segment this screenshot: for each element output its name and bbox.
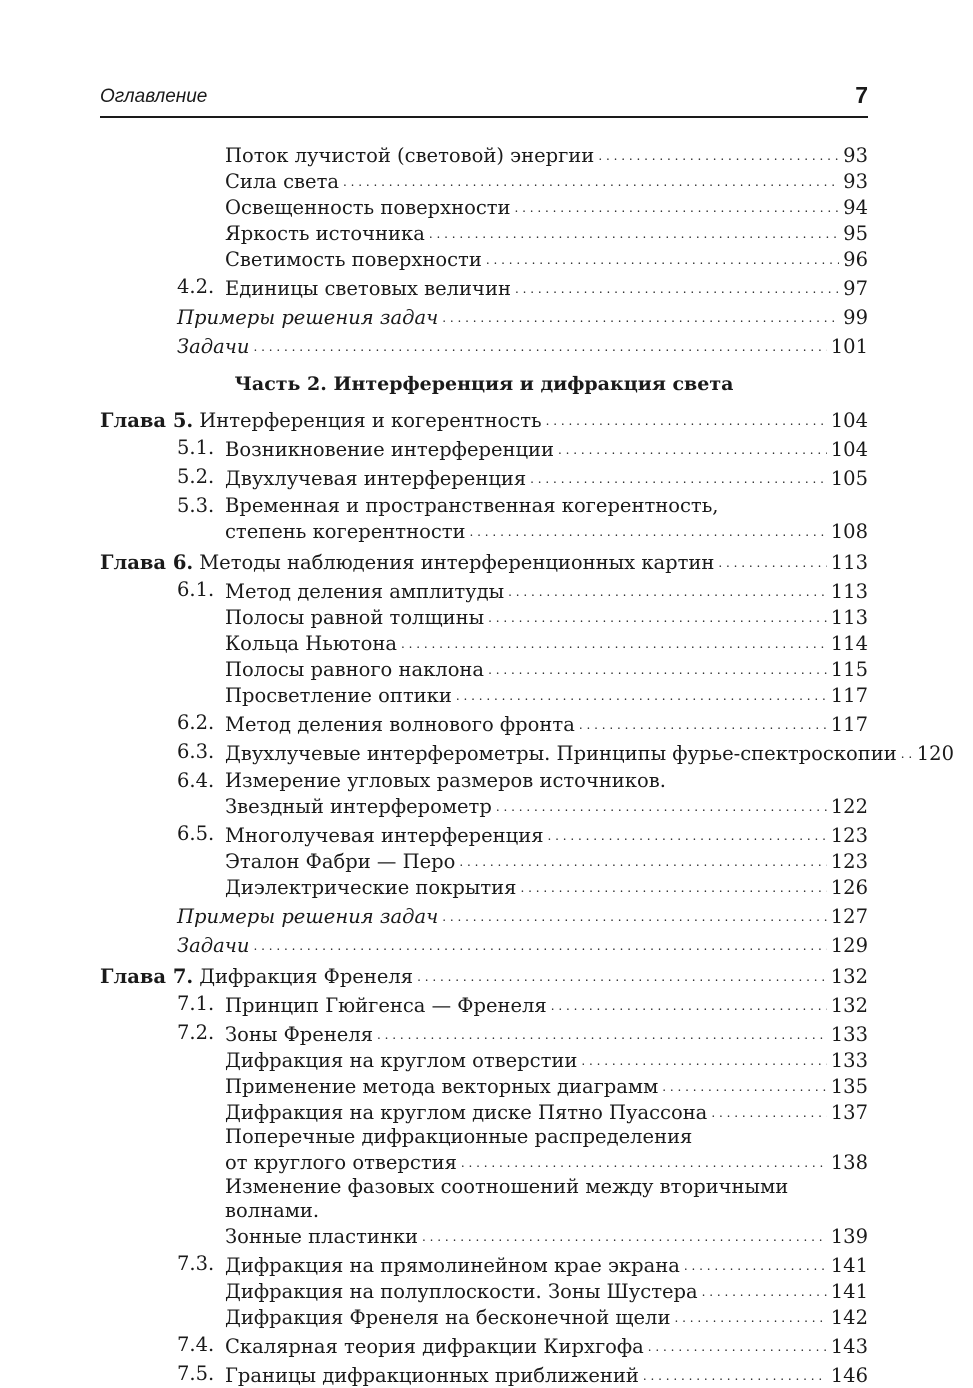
toc-entry-title: Возникновение интерференции [225, 438, 555, 461]
toc-page-number: 94 [843, 196, 868, 219]
toc-entry-title: Двухлучевые интерферометры. Принципы фурье-спектроскопии [225, 742, 897, 765]
dot-leader [442, 903, 827, 929]
toc-entry[interactable] [100, 874, 868, 900]
toc-entry[interactable] [100, 656, 868, 682]
dot-leader [598, 142, 839, 168]
page-number: 7 [855, 82, 868, 108]
toc-entry[interactable] [100, 1175, 868, 1249]
toc-entry-title: Примеры решения задач [177, 905, 439, 928]
toc-entry-title: Дифракция на круглом диске Пятно Пуассона [225, 1101, 708, 1124]
toc-page-number: 141 [830, 1280, 868, 1303]
toc-entry-title-line1: Изменение фазовых соотношений между вторичными волнами. [225, 1175, 789, 1222]
toc-page-number: 117 [830, 713, 868, 736]
toc-page-number: 113 [830, 606, 868, 629]
toc-section-entry[interactable] [100, 436, 868, 462]
dot-leader [711, 1099, 826, 1125]
toc-page-number: 104 [830, 409, 868, 432]
toc-entry-title: Полосы равного наклона [225, 658, 485, 681]
toc-entry-title: Просветление оптики [225, 684, 452, 707]
toc-entry-title: Зонные пластинки [225, 1225, 419, 1248]
toc-page-number: 137 [830, 1101, 868, 1124]
section-number: 6.1. [177, 578, 215, 601]
toc-entry-title: Звездный интерферометр [225, 795, 492, 818]
toc-entry[interactable] [100, 1278, 868, 1304]
dot-leader [459, 848, 826, 874]
toc-entry[interactable] [100, 1125, 868, 1175]
dot-leader [901, 740, 913, 766]
toc-chapter-entry[interactable] [100, 963, 868, 989]
toc-page-number: 146 [830, 1364, 868, 1387]
dot-leader [551, 992, 827, 1018]
dot-leader [422, 1223, 827, 1249]
toc-entry-title: Дифракция на полуплоскости. Зоны Шустера [225, 1280, 698, 1303]
toc-page-number: 138 [830, 1151, 868, 1174]
dot-leader [488, 604, 827, 630]
toc-entry-title: Задачи [177, 934, 250, 957]
toc-page-number: 123 [830, 824, 868, 847]
toc-section-entry[interactable] [100, 465, 868, 491]
toc-entry-title: Задачи [177, 335, 250, 358]
dot-leader [442, 304, 839, 330]
toc-page-number: 129 [830, 934, 868, 957]
toc-entry-title: Зоны Френеля [225, 1023, 374, 1046]
dot-leader [470, 518, 827, 544]
toc-section-entry[interactable] [100, 740, 954, 766]
dot-leader [558, 436, 827, 462]
dot-leader [417, 963, 827, 989]
toc-entry-title: Кольца Ньютона [225, 632, 397, 655]
section-number: 7.3. [177, 1252, 215, 1275]
dot-leader [674, 1304, 826, 1330]
toc-page-number: 127 [830, 905, 868, 928]
toc-entry[interactable] [100, 142, 868, 168]
toc-page-number: 141 [830, 1254, 868, 1277]
toc-entry-title: Светимость поверхности [225, 248, 482, 271]
toc-page-number: 132 [830, 965, 868, 988]
toc-entry-title: Метод деления волнового фронта [225, 713, 575, 736]
toc-page-number: 114 [830, 632, 868, 655]
toc-page-number: 142 [830, 1306, 868, 1329]
section-number: 5.2. [177, 465, 215, 488]
toc-page-number: 93 [843, 170, 868, 193]
toc-entry-title: Дифракция на круглом отверстии [225, 1049, 578, 1072]
toc-page-number: 143 [830, 1335, 868, 1358]
dot-leader [456, 682, 827, 708]
toc-page-number: 120 [916, 742, 954, 765]
toc-section-entry[interactable] [100, 1362, 868, 1388]
toc-page-number: 117 [830, 684, 868, 707]
dot-leader [515, 275, 839, 301]
toc-section-entry[interactable] [100, 992, 868, 1018]
toc-page-number: 135 [830, 1075, 868, 1098]
toc-entry-title: Сила света [225, 170, 339, 193]
dot-leader [546, 407, 827, 433]
toc-section-entry[interactable] [100, 275, 868, 301]
toc-chapter-entry[interactable] [100, 549, 868, 575]
toc-section-entry[interactable] [100, 1252, 868, 1278]
section-number: 7.4. [177, 1333, 215, 1356]
toc-chapter-entry[interactable] [100, 407, 868, 433]
dot-leader [579, 711, 827, 737]
toc-page-number: 113 [830, 551, 868, 574]
section-number: 5.3. [177, 494, 215, 517]
toc-page-number: 122 [830, 795, 868, 818]
toc-entry-title: Интерференция и когерентность [199, 409, 542, 432]
toc-page-number: 132 [830, 994, 868, 1017]
section-number: 6.5. [177, 822, 215, 845]
dot-leader [648, 1333, 827, 1359]
toc-page-number: 99 [843, 306, 868, 329]
toc-entry[interactable] [100, 220, 868, 246]
toc-entry-title: Освещенность поверхности [225, 196, 511, 219]
toc-page-number: 123 [830, 850, 868, 873]
chapter-label: Глава 6. [100, 551, 194, 574]
toc-entry-examples[interactable] [100, 903, 868, 929]
dot-leader [343, 168, 839, 194]
toc-page-number: 105 [830, 467, 868, 490]
toc-page-number: 93 [843, 144, 868, 167]
toc-entry[interactable] [100, 1099, 868, 1125]
table-of-contents [100, 142, 954, 1388]
dot-leader [253, 333, 826, 359]
toc-section-entry[interactable] [100, 711, 868, 737]
toc-entry-title: Методы наблюдения интерференционных картин [199, 551, 715, 574]
toc-entry-title: Единицы световых величин [225, 277, 511, 300]
running-head-title: Оглавление [100, 86, 208, 107]
toc-entry[interactable] [100, 604, 868, 630]
toc-section-entry[interactable] [100, 1333, 868, 1359]
toc-section-entry[interactable] [100, 494, 868, 544]
part-heading: Часть 2. Интерференция и дифракция света [234, 373, 734, 395]
toc-entry-title: Принцип Гюйгенса — Френеля [225, 994, 547, 1017]
dot-leader [401, 630, 827, 656]
toc-page-number: 113 [830, 580, 868, 603]
toc-entry-title: Яркость источника [225, 222, 425, 245]
dot-leader [377, 1021, 827, 1047]
dot-leader [684, 1252, 827, 1278]
dot-leader [581, 1047, 826, 1073]
toc-entry-title-line1: Измерение угловых размеров источников. [225, 769, 666, 792]
toc-entry[interactable] [100, 630, 868, 656]
dot-leader [488, 656, 827, 682]
dot-leader [718, 549, 826, 575]
toc-entry-title: Двухлучевая интерференция [225, 467, 527, 490]
dot-leader [530, 465, 827, 491]
dot-leader [548, 822, 827, 848]
section-number: 6.3. [177, 740, 215, 763]
toc-entry-examples[interactable] [100, 304, 868, 330]
toc-page-number: 108 [830, 520, 868, 543]
toc-page-number: 97 [843, 277, 868, 300]
toc-entry[interactable] [100, 1073, 868, 1099]
dot-leader [515, 194, 840, 220]
dot-leader [253, 932, 826, 958]
toc-entry-title: от круглого отверстия [225, 1151, 457, 1174]
toc-entry-title: Эталон Фабри — Перо [225, 850, 456, 873]
toc-entry-title: Примеры решения задач [177, 306, 439, 329]
toc-entry[interactable] [100, 168, 868, 194]
section-number: 6.2. [177, 711, 215, 734]
toc-entry-title: Метод деления амплитуды [225, 580, 505, 603]
toc-entry[interactable] [100, 194, 868, 220]
toc-entry-title: степень когерентности [225, 520, 466, 543]
toc-section-entry[interactable] [100, 822, 868, 848]
toc-page-number: 139 [830, 1225, 868, 1248]
toc-entry-title: Дифракция на прямолинейном крае экрана [225, 1254, 680, 1277]
toc-page-number: 133 [830, 1023, 868, 1046]
toc-section-entry[interactable] [100, 769, 868, 819]
toc-entry-title: Дифракция Френеля [199, 965, 414, 988]
dot-leader [702, 1278, 827, 1304]
toc-entry-title: Полосы равной толщины [225, 606, 485, 629]
toc-section-entry[interactable] [100, 578, 868, 604]
chapter-label: Глава 5. [100, 409, 194, 432]
section-number: 7.1. [177, 992, 215, 1015]
toc-entry[interactable] [100, 848, 868, 874]
dot-leader [643, 1362, 827, 1388]
toc-entry[interactable] [100, 1047, 868, 1073]
toc-entry-title: Скалярная теория дифракции Кирхгофа [225, 1335, 644, 1358]
toc-entry-title: Многолучевая интерференция [225, 824, 544, 847]
toc-entry-title: Дифракция Френеля на бесконечной щели [225, 1306, 671, 1329]
dot-leader [508, 578, 827, 604]
toc-entry-problems[interactable] [100, 333, 868, 359]
toc-entry-problems[interactable] [100, 932, 868, 958]
toc-entry[interactable] [100, 1304, 868, 1330]
toc-page-number: 115 [830, 658, 868, 681]
section-number: 4.2. [177, 275, 215, 298]
dot-leader [520, 874, 826, 900]
section-number: 5.1. [177, 436, 215, 459]
dot-leader [486, 246, 839, 272]
toc-entry-title: Поток лучистой (световой) энергии [225, 144, 595, 167]
toc-entry-title: Границы дифракционных приближений [225, 1364, 639, 1387]
toc-entry-title: Применение метода векторных диаграмм [225, 1075, 659, 1098]
toc-page-number: 101 [830, 335, 868, 358]
toc-page-number: 96 [843, 248, 868, 271]
dot-leader [461, 1149, 827, 1175]
section-number: 7.2. [177, 1021, 215, 1044]
section-number: 7.5. [177, 1362, 215, 1385]
dot-leader [429, 220, 839, 246]
toc-entry-title: Диэлектрические покрытия [225, 876, 517, 899]
toc-page-number: 126 [830, 876, 868, 899]
dot-leader [496, 793, 827, 819]
toc-entry-title-line1: Поперечные дифракционные распределения [225, 1125, 693, 1148]
toc-page-number: 95 [843, 222, 868, 245]
section-number: 6.4. [177, 769, 215, 792]
chapter-label: Глава 7. [100, 965, 194, 988]
page-header [100, 82, 868, 118]
toc-page-number: 104 [830, 438, 868, 461]
toc-page-number: 133 [830, 1049, 868, 1072]
toc-entry[interactable] [100, 246, 868, 272]
toc-section-entry[interactable] [100, 1021, 868, 1047]
toc-entry[interactable] [100, 682, 868, 708]
dot-leader [662, 1073, 827, 1099]
toc-entry-title-line1: Временная и пространственная когерентность, [225, 494, 719, 517]
